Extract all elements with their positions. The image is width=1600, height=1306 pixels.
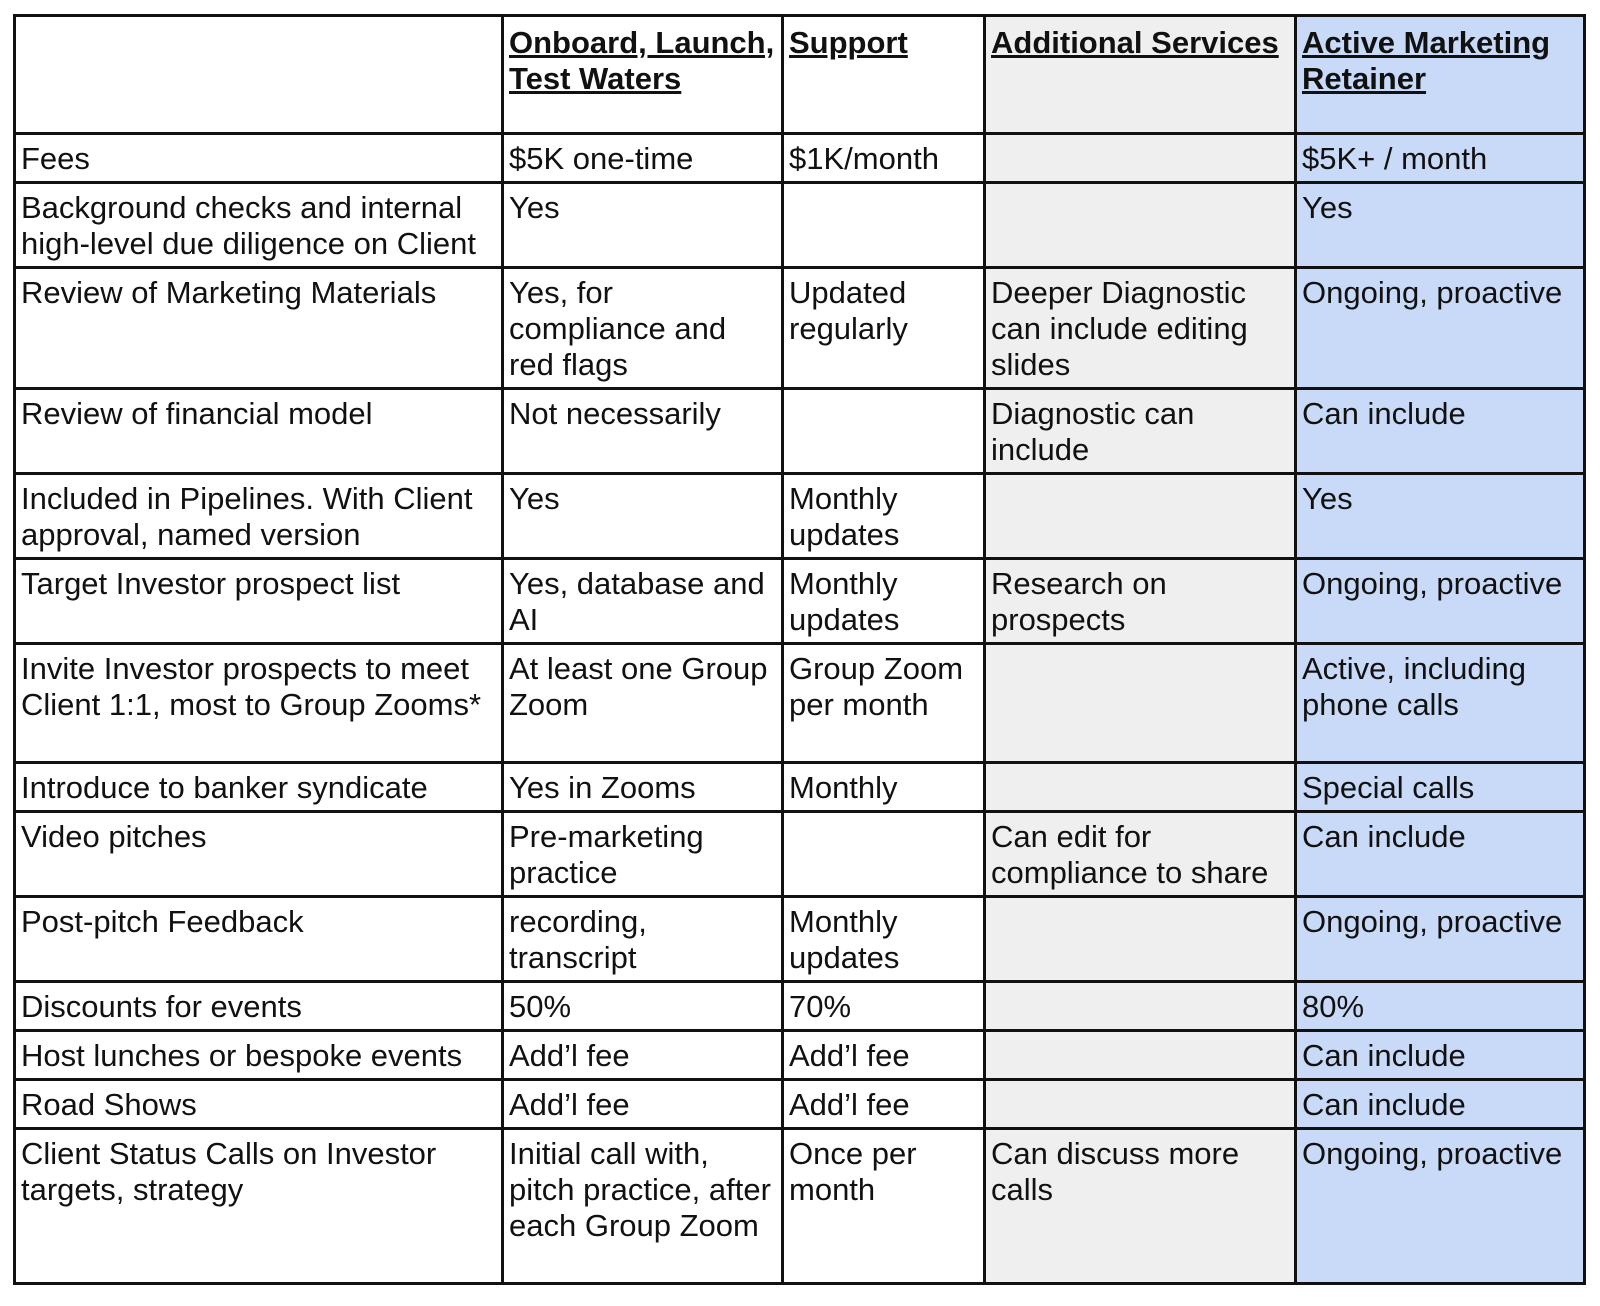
row-label-cell: Review of Marketing Materials <box>15 268 503 389</box>
table-header-row <box>15 16 1585 134</box>
additional-services-cell <box>985 644 1296 763</box>
header-active-marketing-retainer: Active Marketing Retainer <box>1296 16 1585 134</box>
retainer-cell: $5K+ / month <box>1296 134 1585 183</box>
additional-services-cell: Can edit for compliance to share <box>985 812 1296 897</box>
additional-services-cell <box>985 134 1296 183</box>
retainer-cell: Ongoing, proactive <box>1296 268 1585 389</box>
table-row <box>15 1031 1585 1080</box>
onboard-cell: Yes, database and AI <box>503 559 783 644</box>
support-cell: $1K/month <box>783 134 985 183</box>
table-row <box>15 897 1585 982</box>
table-row <box>15 268 1585 389</box>
header-corner-cell <box>15 16 503 134</box>
row-label-cell: Client Status Calls on Investor targets, strategy <box>15 1129 503 1284</box>
table-row <box>15 389 1585 474</box>
retainer-cell: Can include <box>1296 1080 1585 1129</box>
onboard-cell: At least one Group Zoom <box>503 644 783 763</box>
row-label-cell: Post-pitch Feedback <box>15 897 503 982</box>
onboard-cell: 50% <box>503 982 783 1031</box>
additional-services-cell <box>985 1031 1296 1080</box>
row-label-cell: Included in Pipelines. With Client approval, named version <box>15 474 503 559</box>
table-row <box>15 1080 1585 1129</box>
row-label-cell: Introduce to banker syndicate <box>15 763 503 812</box>
row-label-cell: Host lunches or bespoke events <box>15 1031 503 1080</box>
support-cell <box>783 812 985 897</box>
row-label-cell: Review of financial model <box>15 389 503 474</box>
retainer-cell: Can include <box>1296 812 1585 897</box>
additional-services-cell: Research on prospects <box>985 559 1296 644</box>
additional-services-cell: Can discuss more calls <box>985 1129 1296 1284</box>
additional-services-cell <box>985 183 1296 268</box>
support-cell: Monthly updates <box>783 474 985 559</box>
additional-services-cell <box>985 897 1296 982</box>
row-label-cell: Target Investor prospect list <box>15 559 503 644</box>
support-cell: Once per month <box>783 1129 985 1284</box>
row-label-cell: Invite Investor prospects to meet Client 1:1, most to Group Zooms* <box>15 644 503 763</box>
onboard-cell: Pre-marketing practice <box>503 812 783 897</box>
pricing-comparison-table <box>13 14 1586 1285</box>
support-cell <box>783 183 985 268</box>
retainer-cell: Active, including phone calls <box>1296 644 1585 763</box>
support-cell: Updated regularly <box>783 268 985 389</box>
table-row <box>15 134 1585 183</box>
support-cell: 70% <box>783 982 985 1031</box>
retainer-cell: Yes <box>1296 183 1585 268</box>
onboard-cell: Not necessarily <box>503 389 783 474</box>
table-row <box>15 982 1585 1031</box>
onboard-cell: Yes <box>503 474 783 559</box>
table-row <box>15 1129 1585 1284</box>
header-additional-services: Additional Services <box>985 16 1296 134</box>
retainer-cell: Special calls <box>1296 763 1585 812</box>
onboard-cell: Initial call with, pitch practice, after each Group Zoom <box>503 1129 783 1284</box>
support-cell: Add’l fee <box>783 1031 985 1080</box>
additional-services-cell <box>985 982 1296 1031</box>
support-cell: Monthly updates <box>783 897 985 982</box>
header-support: Support <box>783 16 985 134</box>
additional-services-cell <box>985 474 1296 559</box>
table-row <box>15 474 1585 559</box>
onboard-cell: $5K one-time <box>503 134 783 183</box>
table-row <box>15 763 1585 812</box>
retainer-cell: 80% <box>1296 982 1585 1031</box>
onboard-cell: Yes <box>503 183 783 268</box>
retainer-cell: Ongoing, proactive <box>1296 559 1585 644</box>
support-cell: Monthly updates <box>783 559 985 644</box>
support-cell <box>783 389 985 474</box>
retainer-cell: Ongoing, proactive <box>1296 1129 1585 1284</box>
table-row <box>15 644 1585 763</box>
onboard-cell: Yes, for compliance and red flags <box>503 268 783 389</box>
support-cell: Monthly <box>783 763 985 812</box>
table-row <box>15 183 1585 268</box>
retainer-cell: Can include <box>1296 389 1585 474</box>
onboard-cell: Yes in Zooms <box>503 763 783 812</box>
row-label-cell: Discounts for events <box>15 982 503 1031</box>
pricing-comparison-table-container <box>13 14 1586 1285</box>
onboard-cell: recording, transcript <box>503 897 783 982</box>
row-label-cell: Fees <box>15 134 503 183</box>
table-row <box>15 812 1585 897</box>
onboard-cell: Add’l fee <box>503 1031 783 1080</box>
header-onboard-launch-test-waters: Onboard, Launch, Test Waters <box>503 16 783 134</box>
support-cell: Add’l fee <box>783 1080 985 1129</box>
additional-services-cell <box>985 1080 1296 1129</box>
retainer-cell: Can include <box>1296 1031 1585 1080</box>
table-row <box>15 559 1585 644</box>
row-label-cell: Road Shows <box>15 1080 503 1129</box>
row-label-cell: Background checks and internal high-level due diligence on Client <box>15 183 503 268</box>
support-cell: Group Zoom per month <box>783 644 985 763</box>
additional-services-cell: Deeper Diagnostic can include editing slides <box>985 268 1296 389</box>
additional-services-cell <box>985 763 1296 812</box>
retainer-cell: Ongoing, proactive <box>1296 897 1585 982</box>
row-label-cell: Video pitches <box>15 812 503 897</box>
retainer-cell: Yes <box>1296 474 1585 559</box>
onboard-cell: Add’l fee <box>503 1080 783 1129</box>
additional-services-cell: Diagnostic can include <box>985 389 1296 474</box>
